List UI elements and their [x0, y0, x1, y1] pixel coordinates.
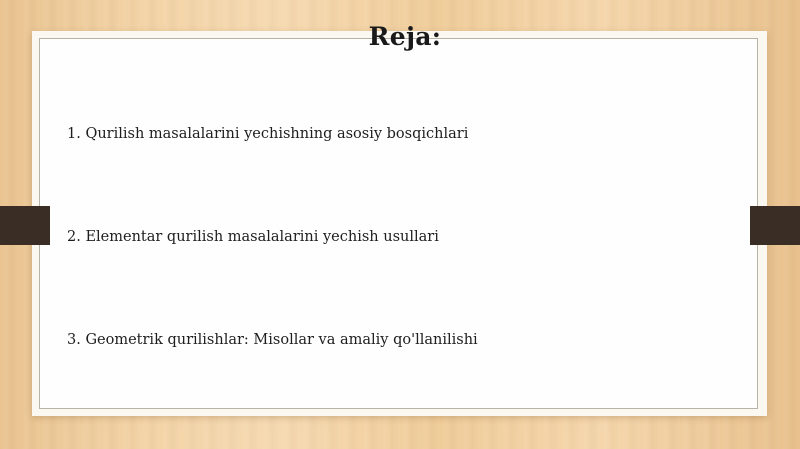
left-decorative-tab — [0, 206, 50, 245]
right-decorative-tab — [750, 206, 800, 245]
slide-card — [39, 38, 758, 409]
plan-item-1: 1. Qurilish masalalarini yechishning asosiy bosqichlari — [67, 126, 469, 142]
plan-item-3: 3. Geometrik qurilishlar: Misollar va amaliy qo'llanilishi — [67, 332, 478, 348]
slide-title: Reja: — [368, 22, 442, 51]
plan-item-2: 2. Elementar qurilish masalalarini yechish usullari — [67, 229, 439, 245]
